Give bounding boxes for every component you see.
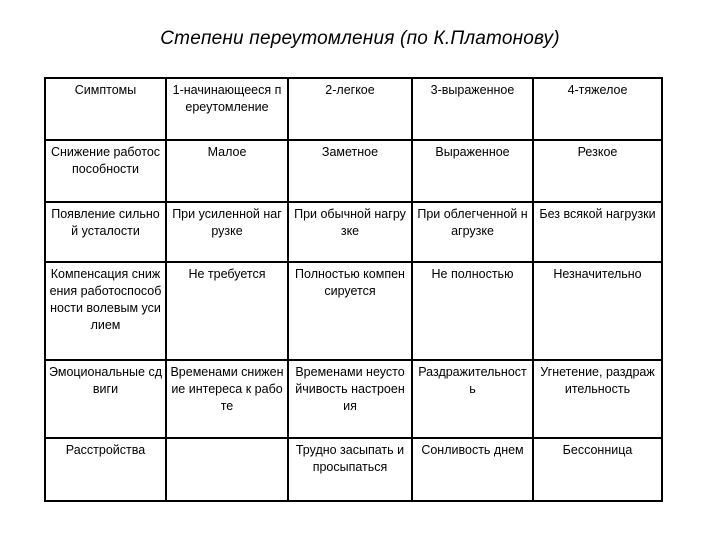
table-cell: Не полностью	[412, 262, 533, 360]
table-cell: Снижение работоспособности	[45, 140, 166, 202]
table-cell	[166, 438, 288, 501]
table-cell: Незначительно	[533, 262, 662, 360]
table-cell: Трудно засыпать и просыпаться	[288, 438, 412, 501]
table-cell: Компенсация снижения работоспособности волевым усилием	[45, 262, 166, 360]
table-row	[45, 438, 662, 501]
table-cell: Бессонница	[533, 438, 662, 501]
header-degree-1: 1-начинающееся переутомление	[166, 78, 288, 140]
table-row	[45, 140, 662, 202]
table-cell: Заметное	[288, 140, 412, 202]
table-cell: Раздражительность	[412, 360, 533, 438]
table-cell: Полностью компенсируется	[288, 262, 412, 360]
table-cell: При облегченной нагрузке	[412, 202, 533, 262]
table-cell: Не требуется	[166, 262, 288, 360]
table-row	[45, 202, 662, 262]
header-degree-4: 4-тяжелое	[533, 78, 662, 140]
table-row	[45, 360, 662, 438]
header-symptoms: Симптомы	[45, 78, 166, 140]
table-cell: Временами неустойчивость настроения	[288, 360, 412, 438]
header-degree-2: 2-легкое	[288, 78, 412, 140]
header-degree-3: 3-выраженное	[412, 78, 533, 140]
table-cell: При усиленной нагрузке	[166, 202, 288, 262]
table-cell: Угнетение, раздражительность	[533, 360, 662, 438]
table-cell: Временами снижение интереса к работе	[166, 360, 288, 438]
table-cell: Эмоциональные сдвиги	[45, 360, 166, 438]
table-header-row	[45, 78, 662, 140]
table-row	[45, 262, 662, 360]
table-cell: Появление сильной усталости	[45, 202, 166, 262]
fatigue-degrees-table	[44, 77, 663, 502]
table-cell: Выраженное	[412, 140, 533, 202]
table-cell: При обычной нагрузке	[288, 202, 412, 262]
table-cell: Малое	[166, 140, 288, 202]
table-cell: Сонливость днем	[412, 438, 533, 501]
table-cell: Резкое	[533, 140, 662, 202]
page-title: Степени переутомления (по К.Платонову)	[160, 28, 560, 49]
table-cell: Расстройства	[45, 438, 166, 501]
table-cell: Без всякой нагрузки	[533, 202, 662, 262]
